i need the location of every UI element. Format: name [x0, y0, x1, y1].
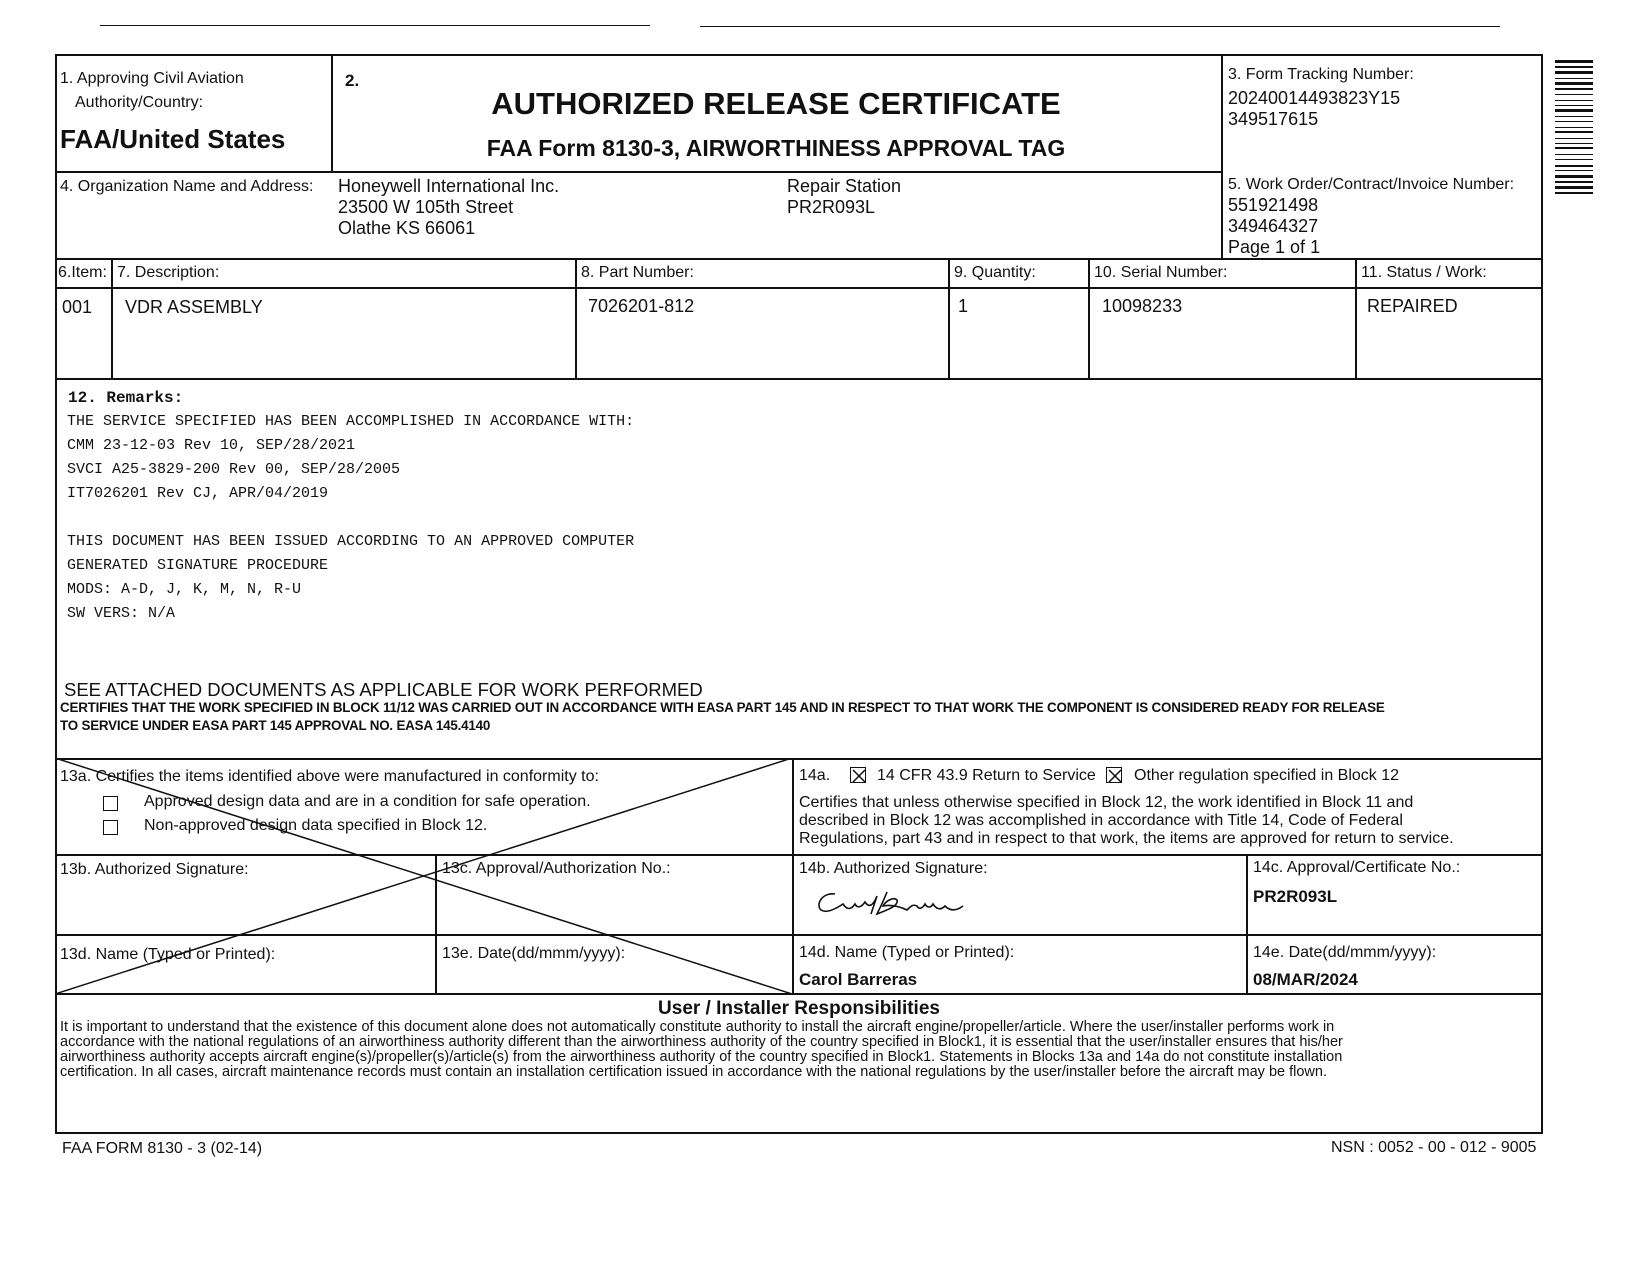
remarks-line: THIS DOCUMENT HAS BEEN ISSUED ACCORDING TO AN APPROVED COMPUTER	[67, 533, 635, 550]
cell-serial: 10098233	[1102, 296, 1183, 316]
repair-station-number: PR2R093L	[787, 197, 876, 217]
block1-label-2: Authority/Country:	[75, 94, 204, 111]
remarks-line: IT7026201 Rev CJ, APR/04/2019	[67, 485, 329, 502]
block14d-label: 14d. Name (Typed or Printed):	[799, 944, 1015, 961]
form-subtitle: FAA Form 8130-3, AIRWORTHINESS APPROVAL TAG	[486, 135, 1066, 161]
org-name: Honeywell International Inc.	[338, 176, 560, 196]
cell-status: REPAIRED	[1367, 296, 1458, 316]
page-info: Page 1 of 1	[1228, 237, 1321, 257]
remarks-line: SW VERS: N/A	[67, 605, 176, 622]
block14a-label: 14a.	[799, 767, 831, 784]
block14b-label: 14b. Authorized Signature:	[799, 860, 988, 877]
remarks-line: GENERATED SIGNATURE PROCEDURE	[67, 557, 329, 574]
form-title: AUTHORIZED RELEASE CERTIFICATE	[491, 86, 1061, 121]
block13d-label: 13d. Name (Typed or Printed):	[60, 946, 276, 963]
block13e-label: 13e. Date(dd/mmm/yyyy):	[442, 945, 626, 962]
responsibilities-line-2: accordance with the national regulations of an airworthiness authority different than the airworthiness authority of the country specified in Block1, it is essential that the user/installer ensures that his/her	[60, 1034, 1343, 1050]
easa-line-1: CERTIFIES THAT THE WORK SPECIFIED IN BLOCK 11/12 WAS CARRIED OUT IN ACCORDANCE WITH EASA PART 145 AND IN RESPECT TO THAT WORK THE COMPONENT IS CONSIDERED READY FOR RELEASE	[60, 700, 1385, 715]
option-approved-design: Approved design data and are in a condition for safe operation.	[144, 793, 591, 810]
header-serial: 10. Serial Number:	[1094, 264, 1228, 281]
checkbox-cfr-43-9[interactable]	[850, 767, 866, 783]
responsibilities-line-4: certification. In all cases, aircraft maintenance records must contain an installation certification issued in accordance with the national regulations by the user/installer before the aircraft may be flown.	[60, 1064, 1327, 1080]
option-other-regulation: Other regulation specified in Block 12	[1134, 767, 1400, 784]
release-date: 08/MAR/2024	[1253, 970, 1358, 989]
block14a-cert-line-2: described in Block 12 was accomplished in accordance with Title 14, Code of Federal	[799, 812, 1403, 829]
barcode	[1555, 60, 1593, 240]
top-rule-right	[700, 26, 1500, 27]
org-city: Olathe KS 66061	[338, 218, 476, 238]
tracking-number: 20240014493823Y15	[1228, 88, 1401, 108]
cell-part-number: 7026201-812	[588, 296, 695, 316]
remarks-line: THE SERVICE SPECIFIED HAS BEEN ACCOMPLISHED IN ACCORDANCE WITH:	[67, 413, 635, 430]
block1-label: 1. Approving Civil Aviation	[60, 70, 244, 87]
block14c-label: 14c. Approval/Certificate No.:	[1253, 859, 1461, 876]
block4-label: 4. Organization Name and Address:	[60, 178, 314, 195]
block13a-label: 13a. Certifies the items identified above were manufactured in conformity to:	[60, 768, 599, 785]
remarks-line: MODS: A-D, J, K, M, N, R-U	[67, 581, 302, 598]
form-id: FAA FORM 8130 - 3 (02-14)	[62, 1140, 263, 1157]
responsibilities-line-3: airworthiness authority accepts aircraft engine(s)/propeller(s)/article(s) from the airworthiness authority of the country specified in Block1. Statements in Blocks 13a and 14a do not constitute installation	[60, 1049, 1343, 1065]
signer-name: Carol Barreras	[799, 970, 918, 989]
block14a-cert-line-1: Certifies that unless otherwise specified in Block 12, the work identified in Block 11 and	[799, 794, 1414, 811]
remarks-line	[67, 506, 634, 530]
approval-certificate-number: PR2R093L	[1253, 887, 1338, 906]
approving-authority: FAA/United States	[60, 124, 286, 154]
cell-description: VDR ASSEMBLY	[125, 297, 263, 317]
header-part-number: 8. Part Number:	[581, 264, 694, 281]
cell-item: 001	[62, 297, 93, 317]
block3-label: 3. Form Tracking Number:	[1228, 66, 1414, 83]
header-description: 7. Description:	[117, 264, 220, 281]
checkbox-approved-design[interactable]	[103, 796, 118, 811]
responsibilities-line-1: It is important to understand that the existence of this document alone does not automatically constitute authority to install the aircraft engine/propeller/article. Where the user/installer performs work in	[60, 1019, 1335, 1035]
header-status: 11. Status / Work:	[1361, 264, 1487, 281]
option-cfr-43-9: 14 CFR 43.9 Return to Service	[877, 767, 1096, 784]
work-order-1: 551921498	[1228, 195, 1319, 215]
checkbox-other-regulation[interactable]	[1106, 767, 1122, 783]
responsibilities-title: User / Installer Responsibilities	[658, 998, 940, 1019]
authorized-signature	[813, 884, 983, 920]
remarks-lines	[67, 410, 634, 626]
work-order-2: 349464327	[1228, 216, 1319, 236]
top-rule-left	[100, 25, 650, 26]
block5-label: 5. Work Order/Contract/Invoice Number:	[1228, 176, 1515, 193]
easa-line-2: TO SERVICE UNDER EASA PART 145 APPROVAL NO. EASA 145.4140	[60, 718, 491, 733]
see-attached: SEE ATTACHED DOCUMENTS AS APPLICABLE FOR WORK PERFORMED	[64, 679, 703, 700]
repair-station-label: Repair Station	[787, 176, 902, 196]
org-street: 23500 W 105th Street	[338, 197, 514, 217]
block2-label: 2.	[345, 71, 360, 90]
certificate-form	[55, 54, 1543, 1134]
option-nonapproved-design: Non-approved design data specified in Block 12.	[144, 817, 488, 834]
block13b-label: 13b. Authorized Signature:	[60, 861, 249, 878]
checkbox-nonapproved-design[interactable]	[103, 820, 118, 835]
block14e-label: 14e. Date(dd/mmm/yyyy):	[1253, 944, 1437, 961]
nsn-number: NSN : 0052 - 00 - 012 - 9005	[1331, 1139, 1537, 1156]
remarks-line: SVCI A25-3829-200 Rev 00, SEP/28/2005	[67, 461, 401, 478]
remarks-label: 12. Remarks:	[68, 389, 184, 407]
tracking-number-2: 349517615	[1228, 109, 1319, 129]
block14a-cert-line-3: Regulations, part 43 and in respect to that work, the items are approved for return to service.	[799, 830, 1454, 847]
cell-quantity: 1	[958, 296, 969, 316]
header-item: 6.Item:	[58, 264, 107, 281]
remarks-line: CMM 23-12-03 Rev 10, SEP/28/2021	[67, 437, 356, 454]
block13c-label: 13c. Approval/Authorization No.:	[442, 860, 671, 877]
header-quantity: 9. Quantity:	[954, 264, 1036, 281]
